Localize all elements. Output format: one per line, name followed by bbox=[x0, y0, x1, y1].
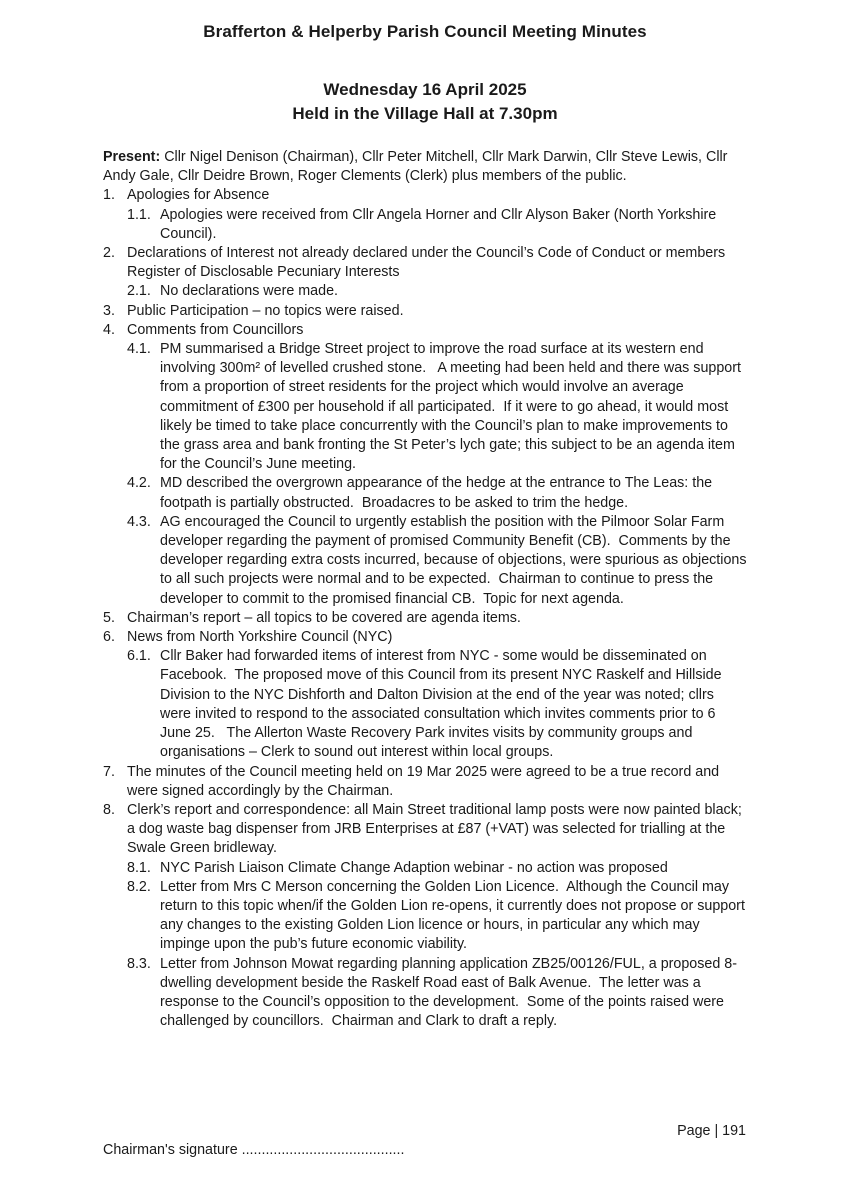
item-8 bbox=[103, 801, 747, 859]
item-number: 1.1. bbox=[127, 206, 151, 223]
item-text: PM summarised a Bridge Street project to improve the road surface at its western end involving 300m² of levelled crushed stone. A meeting had been held and there was support from a proportion of street residents for the project which would involve an average commitment of £300 per household if all participated. If it were to go ahead, it would most likely be timed to take place concurrently with the Council’s plan to make improvements to the grass area and bank fronting the St Peter’s lych gate; this subject to be an agenda item for the Council’s June meeting. bbox=[160, 341, 745, 473]
item-text: Apologies for Absence bbox=[127, 187, 270, 204]
item-number: 1. bbox=[103, 187, 115, 204]
item-2-1 bbox=[103, 282, 747, 301]
item-6 bbox=[103, 628, 747, 647]
item-text: News from North Yorkshire Council (NYC) bbox=[127, 629, 393, 646]
item-8-1 bbox=[103, 859, 747, 878]
item-number: 5. bbox=[103, 609, 115, 626]
item-text: NYC Parish Liaison Climate Change Adaption webinar - no action was proposed bbox=[160, 859, 668, 876]
item-1-1 bbox=[103, 206, 747, 244]
item-number: 8. bbox=[103, 801, 115, 818]
item-number: 3. bbox=[103, 302, 115, 319]
meeting-venue-time: Held in the Village Hall at 7.30pm bbox=[292, 104, 558, 123]
item-4 bbox=[103, 321, 747, 340]
item-text: Letter from Mrs C Merson concerning the Golden Lion Licence. Although the Council may return to this topic when/if the Golden Lion re-opens, it currently does not propose or support any changes to the existing Golden Lion licence or hours, in particular any which may impinge upon the pub’s future economic viability. bbox=[160, 878, 749, 953]
item-8-3 bbox=[103, 955, 747, 1032]
item-number: 8.1. bbox=[127, 859, 151, 876]
meeting-date: Wednesday 16 April 2025 bbox=[323, 80, 527, 99]
item-number: 2.1. bbox=[127, 283, 151, 300]
item-text: Declarations of Interest not already declared under the Council’s Code of Conduct or members Register of Disclosable Pecuniary Interests bbox=[127, 245, 730, 281]
item-number: 4.3. bbox=[127, 513, 151, 530]
document-content bbox=[103, 0, 751, 1031]
item-number: 6. bbox=[103, 629, 115, 646]
item-4-1 bbox=[103, 340, 747, 474]
item-text: Clerk’s report and correspondence: all Main Street traditional lamp posts were now painted black; a dog waste bag dispenser from JRB Enterprises at £87 (+VAT) was selected for trialling at the Swale Green bridleway. bbox=[127, 801, 746, 857]
item-7 bbox=[103, 763, 747, 801]
item-number: 4.2. bbox=[127, 475, 151, 492]
item-number: 8.3. bbox=[127, 955, 151, 972]
item-text: Cllr Baker had forwarded items of interest from NYC - some would be disseminated on Facebook. The proposed move of this Council from its present NYC Raskelf and Hillside Division to the NYC Dishforth and Dalton Division at the end of the year was noted; cllrs were invited to respond to the associated consultation which invites comments prior to 6 June 25. The Allerton Waste Recovery Park invites visits by community groups and organisations – Clerk to sound out interest within local groups. bbox=[160, 648, 726, 761]
page-title: Brafferton & Helperby Parish Council Meeting Minutes bbox=[203, 22, 647, 41]
present-paragraph bbox=[103, 148, 747, 186]
present-label: Present: bbox=[103, 149, 161, 165]
item-text: AG encouraged the Council to urgently establish the position with the Pilmoor Solar Farm developer regarding the payment of promised Community Benefit (CB). Comments by the developer regarding extra costs incurred, because of objections, were spurious as objections to all such projects were normal and to be expected. Chairman to continue to press the developer to commit to the promised financial CB. Topic for next agenda. bbox=[160, 513, 751, 607]
item-text: Letter from Johnson Mowat regarding planning application ZB25/00126/FUL, a proposed 8-dwelling development beside the Raskelf Road east of Balk Avenue. The letter was a response to the Council’s opposition to the development. Some of the points raised were challenged by councillors. Chairman and Clark to draft a reply. bbox=[160, 955, 737, 1030]
item-3 bbox=[103, 302, 747, 321]
item-4-3 bbox=[103, 513, 751, 609]
item-8-2 bbox=[103, 878, 747, 955]
item-number: 6.1. bbox=[127, 648, 151, 665]
item-text: Chairman’s report – all topics to be covered are agenda items. bbox=[127, 609, 521, 626]
item-6-1 bbox=[103, 647, 747, 762]
item-number: 4.1. bbox=[127, 341, 151, 358]
meeting-heading bbox=[103, 78, 747, 126]
chairman-signature-line: Chairman's signature ......................................... bbox=[103, 1142, 405, 1158]
item-text: MD described the overgrown appearance of the hedge at the entrance to The Leas: the footpath is partially obstructed. Broadacres to be asked to trim the hedge. bbox=[160, 475, 717, 511]
item-text: No declarations were made. bbox=[160, 283, 339, 300]
item-5 bbox=[103, 609, 747, 628]
item-text: The minutes of the Council meeting held on 19 Mar 2025 were agreed to be a true record and were signed accordingly by the Chairman. bbox=[127, 763, 724, 799]
page-number: Page | 191 bbox=[677, 1123, 746, 1139]
minutes-list bbox=[103, 186, 751, 1031]
item-4-2 bbox=[103, 474, 747, 512]
item-text: Comments from Councillors bbox=[127, 321, 304, 338]
item-number: 8.2. bbox=[127, 878, 151, 895]
item-2 bbox=[103, 244, 747, 282]
item-number: 4. bbox=[103, 321, 115, 338]
item-1 bbox=[103, 186, 747, 205]
item-number: 2. bbox=[103, 245, 115, 262]
item-text: Public Participation – no topics were raised. bbox=[127, 302, 404, 319]
present-attendees: Cllr Nigel Denison (Chairman), Cllr Peter Mitchell, Cllr Mark Darwin, Cllr Steve Lewis, Cllr Andy Gale, Cllr Deidre Brown, Roger Clements (Clerk) plus members of the public. bbox=[103, 149, 731, 185]
item-number: 7. bbox=[103, 763, 115, 780]
item-text: Apologies were received from Cllr Angela Horner and Cllr Alyson Baker (North Yorkshire Council). bbox=[160, 206, 721, 242]
